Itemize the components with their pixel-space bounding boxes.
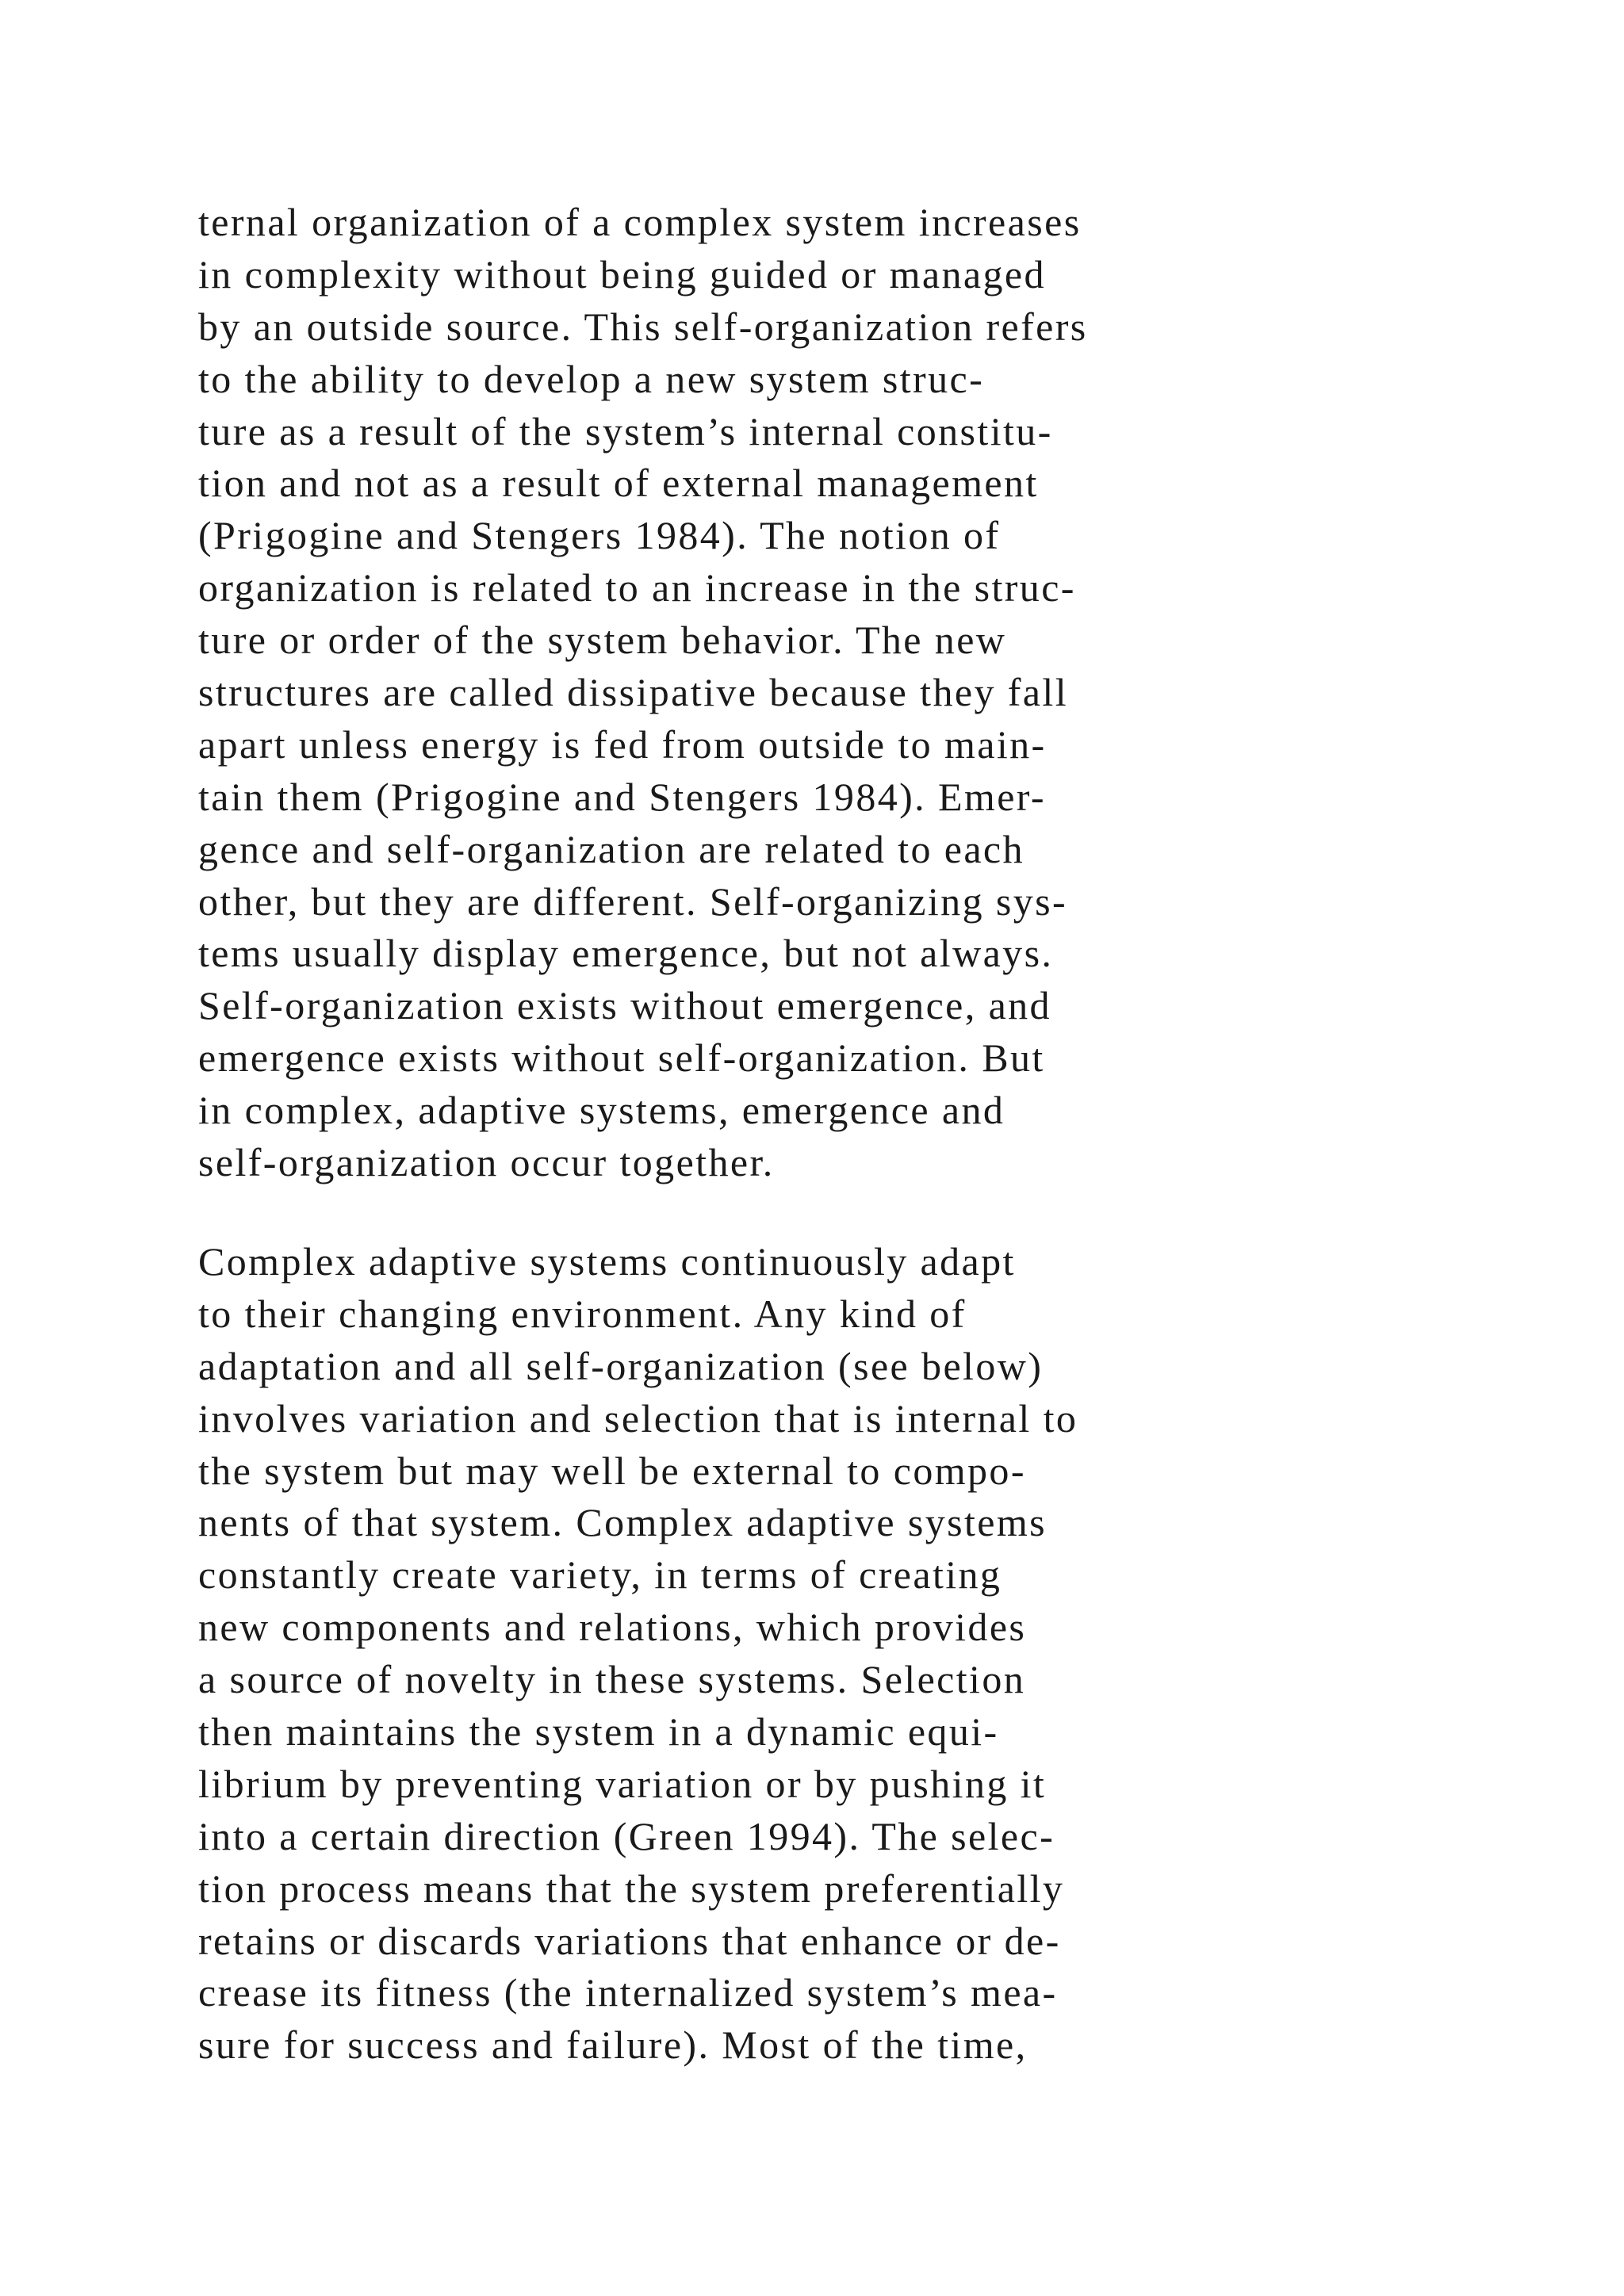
text-line: a source of novelty in these systems. Selection bbox=[198, 1657, 1026, 1702]
text-line: then maintains the system in a dynamic equi- bbox=[198, 1709, 999, 1755]
text-line: new components and relations, which provides bbox=[198, 1605, 1027, 1650]
text-line: ternal organization of a complex system increases bbox=[198, 200, 1082, 244]
paragraph-complex-adaptive-systems bbox=[198, 1236, 1435, 2072]
text-line: nents of that system. Complex adaptive systems bbox=[198, 1500, 1047, 1545]
text-line: in complex, adaptive systems, emergence and bbox=[198, 1088, 1005, 1133]
text-line: emergence exists without self-organization. But bbox=[198, 1035, 1045, 1081]
text-line: self-organization occur together. bbox=[198, 1140, 775, 1185]
text-line: sure for success and failure). Most of the time, bbox=[198, 2022, 1028, 2068]
text-line: tion and not as a result of external management bbox=[198, 461, 1039, 506]
text-line: by an outside source. This self-organization refers bbox=[198, 304, 1088, 349]
text-line: apart unless energy is fed from outside to main- bbox=[198, 721, 1047, 767]
text-line: to their changing environment. Any kind of bbox=[198, 1291, 967, 1336]
text-line: ture as a result of the system’s internal constitu- bbox=[198, 408, 1053, 453]
text-line: in complexity without being guided or managed bbox=[198, 251, 1046, 297]
text-line: organization is related to an increase in the struc- bbox=[198, 565, 1076, 610]
text-line: involves variation and selection that is internal to bbox=[198, 1395, 1078, 1441]
text-line: crease its fitness (the internalized system’s mea- bbox=[198, 1970, 1058, 2015]
text-line: Self-organization exists without emergence, and bbox=[198, 983, 1051, 1028]
text-line: tain them (Prigogine and Stengers 1984). Emer- bbox=[198, 774, 1046, 819]
text-line: other, but they are different. Self-organizing sys- bbox=[198, 878, 1068, 924]
text-line: into a certain direction (Green 1994). The selec- bbox=[198, 1813, 1055, 1858]
text-line: librium by preventing variation or by pushing it bbox=[198, 1761, 1047, 1806]
text-line: the system but may well be external to compo- bbox=[198, 1448, 1026, 1493]
text-line: ture or order of the system behavior. The new bbox=[198, 618, 1007, 663]
text-line: adaptation and all self-organization (see below) bbox=[198, 1343, 1044, 1388]
text-line: retains or discards variations that enhance or de- bbox=[198, 1918, 1061, 1963]
text-line: (Prigogine and Stengers 1984). The notion of bbox=[198, 513, 1001, 558]
text-line: gence and self-organization are related to each bbox=[198, 826, 1025, 871]
text-line: tion process means that the system preferentially bbox=[198, 1866, 1065, 1911]
text-line: Complex adaptive systems continuously adapt bbox=[198, 1239, 1016, 1284]
text-line: structures are called dissipative because they fall bbox=[198, 670, 1068, 715]
paragraph-self-organization bbox=[198, 197, 1435, 1189]
text-line: tems usually display emergence, but not always. bbox=[198, 931, 1054, 976]
text-line: to the ability to develop a new system struc- bbox=[198, 356, 985, 401]
text-line: constantly create variety, in terms of creating bbox=[198, 1552, 1002, 1598]
